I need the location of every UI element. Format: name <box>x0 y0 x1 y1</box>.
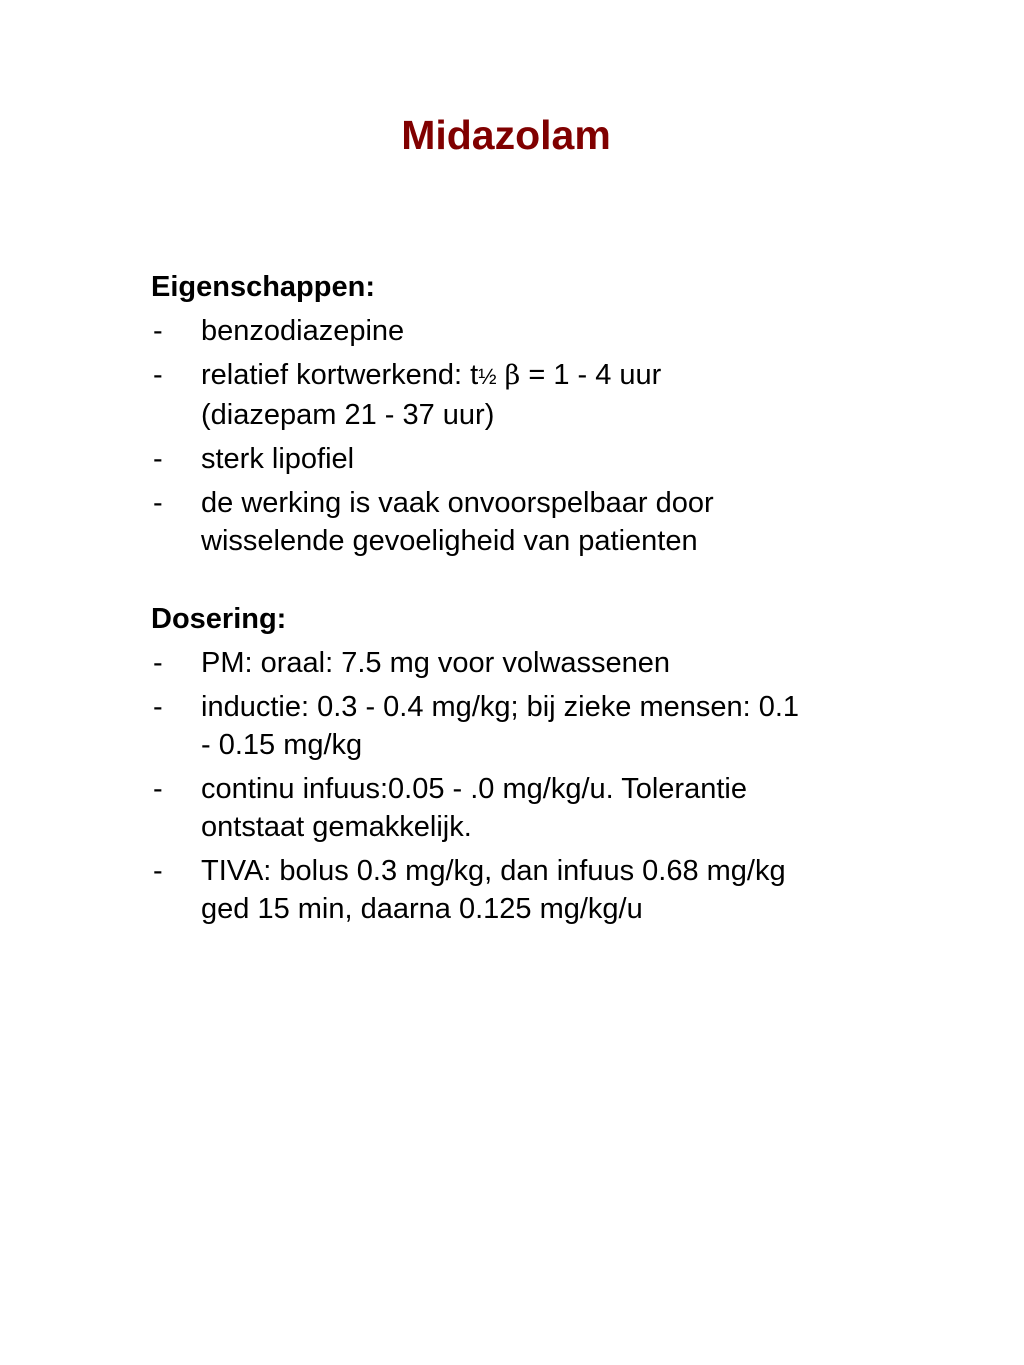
bullet-dash: - <box>153 691 163 723</box>
half-symbol: ½ <box>478 364 497 389</box>
section-eigenschappen <box>151 268 931 560</box>
list-item <box>151 312 931 350</box>
bullet-dash: - <box>153 773 163 805</box>
list-item-text-line2: - 0.15 mg/kg <box>201 729 363 761</box>
bullet-dash: - <box>153 647 163 679</box>
list-item-text-pre: relatief kortwerkend: t <box>201 359 479 391</box>
bullet-dash: - <box>153 855 163 887</box>
section-heading: Dosering: <box>151 603 287 635</box>
list-item <box>151 644 931 682</box>
list-item <box>151 770 931 846</box>
bullet-dash: - <box>153 487 163 519</box>
section-heading: Eigenschappen: <box>151 271 375 303</box>
list-item-text-line2: ontstaat gemakkelijk. <box>201 811 472 843</box>
list-item-text-line2: ged 15 min, daarna 0.125 mg/kg/u <box>201 893 643 925</box>
bullet-dash: - <box>153 315 163 347</box>
list-item <box>151 852 931 928</box>
list-item-text: TIVA: bolus 0.3 mg/kg, dan infuus 0.68 mg/kg <box>201 855 786 887</box>
bullet-list <box>151 312 931 560</box>
bullet-dash: - <box>153 443 163 475</box>
section-spacer <box>151 566 931 600</box>
list-item <box>151 688 931 764</box>
list-item-text: de werking is vaak onvoorspelbaar door <box>201 487 714 519</box>
list-item-text: continu infuus:0.05 - .0 mg/kg/u. Tolerantie <box>201 773 747 805</box>
list-item-text: inductie: 0.3 - 0.4 mg/kg; bij zieke mensen: 0.1 <box>201 691 800 723</box>
slide-title: Midazolam <box>401 112 611 158</box>
section-dosering <box>151 600 931 928</box>
list-item <box>151 440 931 478</box>
beta-symbol: β <box>504 360 521 391</box>
list-item-text: sterk lipofiel <box>201 443 355 475</box>
list-item-text-line2: wisselende gevoeligheid van patienten <box>201 525 698 557</box>
list-item-text: PM: oraal: 7.5 mg voor volwassenen <box>201 647 671 679</box>
bullet-list <box>151 644 931 928</box>
list-item-text: benzodiazepine <box>201 315 405 347</box>
list-item-text-line2: (diazepam 21 - 37 uur) <box>201 399 495 431</box>
list-item <box>151 356 931 434</box>
list-item <box>151 484 931 560</box>
bullet-dash: - <box>153 359 163 391</box>
slide-content <box>151 268 931 934</box>
list-item-text <box>201 359 661 391</box>
list-item-text-post: = 1 - 4 uur <box>520 359 662 391</box>
